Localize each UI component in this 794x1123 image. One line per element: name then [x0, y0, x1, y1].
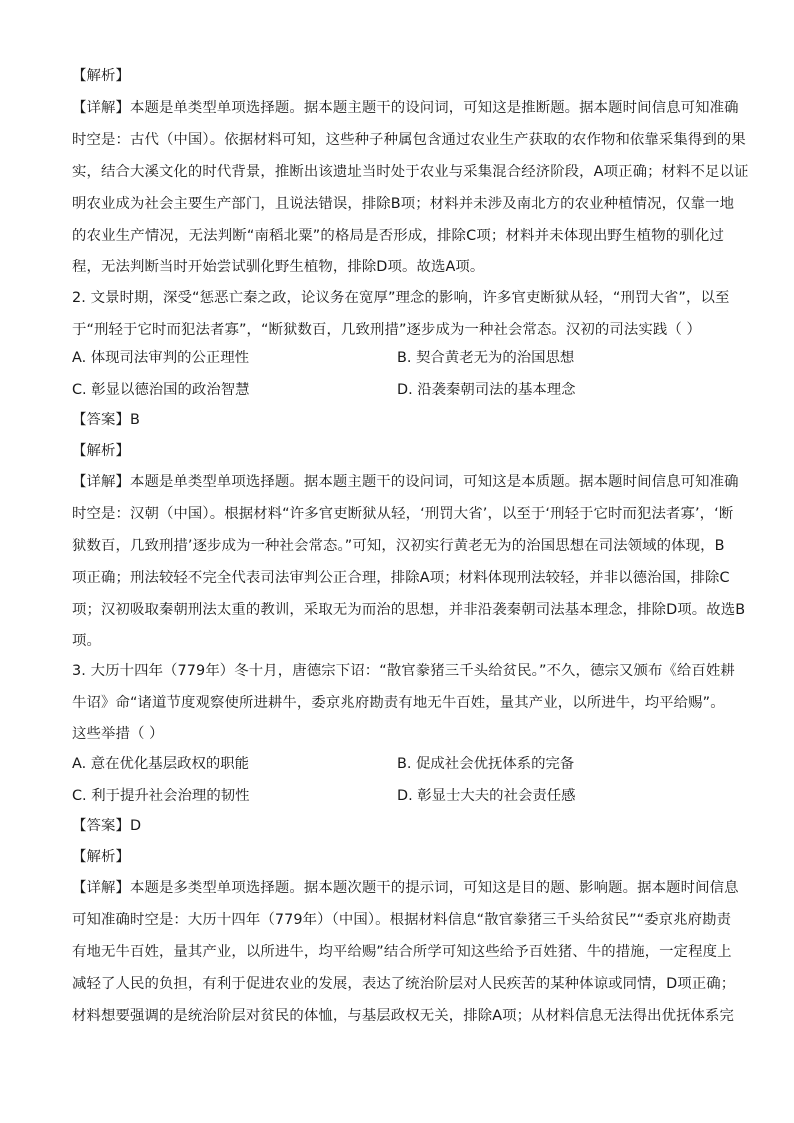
- q2-option-c: C. 彰显以德治国的政治智慧: [72, 382, 250, 398]
- q2-analysis-heading: 【解析】: [72, 443, 130, 459]
- q1-detail-line: 的农业生产情况，无法判断“南稻北粟”的格局是否形成，排除C项；材料并未体现出野生植物的驯化过: [72, 228, 724, 244]
- q3-detail-line: 减轻了人民的负担，有利于促进农业的发展，表达了统治阶层对人民疾苦的某种体谅或同情，D项正确；: [72, 976, 736, 992]
- q3-detail-line: 可知准确时空是：大历十四年（779年）（中国）。根据材料信息“散官豢猪三千头给贫民”“委京兆府勘责: [72, 912, 732, 928]
- q1-detail-line: 实，结合大溪文化的时代背景，推断出该遗址当时处于农业与采集混合经济阶段，A项正确；材料不足以证: [72, 164, 749, 180]
- q3-option-a: A. 意在优化基层政权的职能: [72, 756, 250, 772]
- q3-option-c: C. 利于提升社会治理的韧性: [72, 788, 250, 804]
- q3-detail-line: 【详解】本题是多类型单项选择题。据本题次题干的提示词，可知这是目的题、影响题。据本题时间信息: [72, 880, 739, 896]
- q1-detail-line: 【详解】本题是单类型单项选择题。据本题主题干的设问词，可知这是推断题。据本题时间信息可知准确: [72, 100, 739, 116]
- q2-option-a: A. 体现司法审判的公正理性: [72, 350, 250, 366]
- q2-detail-line: 项；汉初吸取秦朝刑法太重的教训，采取无为而治的思想，并非沿袭秦朝司法基本理念，排除D项。故选B: [72, 602, 746, 618]
- q3-detail-line: 材料想要强调的是统治阶层对贫民的体恤，与基层政权无关，排除A项；从材料信息无法得出优抚体系完: [72, 1008, 735, 1024]
- q3-stem-line: 这些举措（ ）: [72, 726, 164, 742]
- q3-option-d: D. 彰显士大夫的社会责任感: [397, 788, 576, 804]
- q3-detail-line: 有地无牛百姓，量其产业，以所进牛，均平给赐”结合所学可知这些给予百姓猪、牛的措施，一定程度上: [72, 944, 732, 960]
- q1-detail-line: 明农业成为社会主要生产部门，且说法错误，排除B项；材料并未涉及南北方的农业种植情况，仅靠一地: [72, 196, 735, 212]
- q2-detail-line: 时空是：汉朝（中国）。根据材料“许多官吏断狱从轻，‘刑罚大省’，以至于‘刑轻于它时而犯法者寡’，‘断: [72, 506, 734, 522]
- q1-analysis-heading: 【解析】: [72, 68, 130, 84]
- q2-stem-line: 于“刑轻于它时而犯法者寡”，“断狱数百，几致刑措”逐步成为一种社会常态。汉初的司法实践（ ）: [72, 322, 702, 338]
- q3-option-b: B. 促成社会优抚体系的完备: [397, 756, 575, 772]
- q2-detail-line: 项正确；刑法较轻不完全代表司法审判公正合理，排除A项；材料体现刑法较轻，并非以德治国，排除C: [72, 570, 730, 586]
- q2-option-d: D. 沿袭秦朝司法的基本理念: [397, 382, 576, 398]
- q3-answer: 【答案】D: [72, 818, 142, 834]
- q2-detail-line: 项。: [72, 633, 101, 649]
- q1-detail-line: 程，无法判断当时开始尝试驯化野生植物，排除D项。故选A项。: [72, 259, 485, 275]
- q3-stem-line: 3. 大历十四年（779年）冬十月，唐德宗下诏：“散官豢猪三千头给贫民。”不久，德宗又颁布《给百姓耕: [72, 663, 735, 679]
- q2-option-b: B. 契合黄老无为的治国思想: [397, 350, 575, 366]
- q1-detail-line: 时空是：古代（中国）。依据材料可知，这些种子种属包含通过农业生产获取的农作物和依靠采集得到的果: [72, 132, 746, 148]
- q2-detail-line: 狱数百，几致刑措’逐步成为一种社会常态。”可知，汉初实行黄老无为的治国思想在司法领域的体现，B: [72, 538, 725, 554]
- q2-answer: 【答案】B: [72, 412, 140, 428]
- q2-detail-line: 【详解】本题是单类型单项选择题。据本题主题干的设问词，可知这是本质题。据本题时间信息可知准确: [72, 474, 739, 490]
- q3-analysis-heading: 【解析】: [72, 849, 130, 865]
- q2-stem-line: 2. 文景时期，深受“惩恶亡秦之政，论议务在宽厚”理念的影响，许多官吏断狱从轻，“刑罚大省”，以至: [72, 290, 730, 306]
- q3-stem-line: 牛诏》命“诸道节度观察使所进耕牛，委京兆府勘责有地无牛百姓，量其产业，以所进牛，均平给赐”。: [72, 695, 725, 711]
